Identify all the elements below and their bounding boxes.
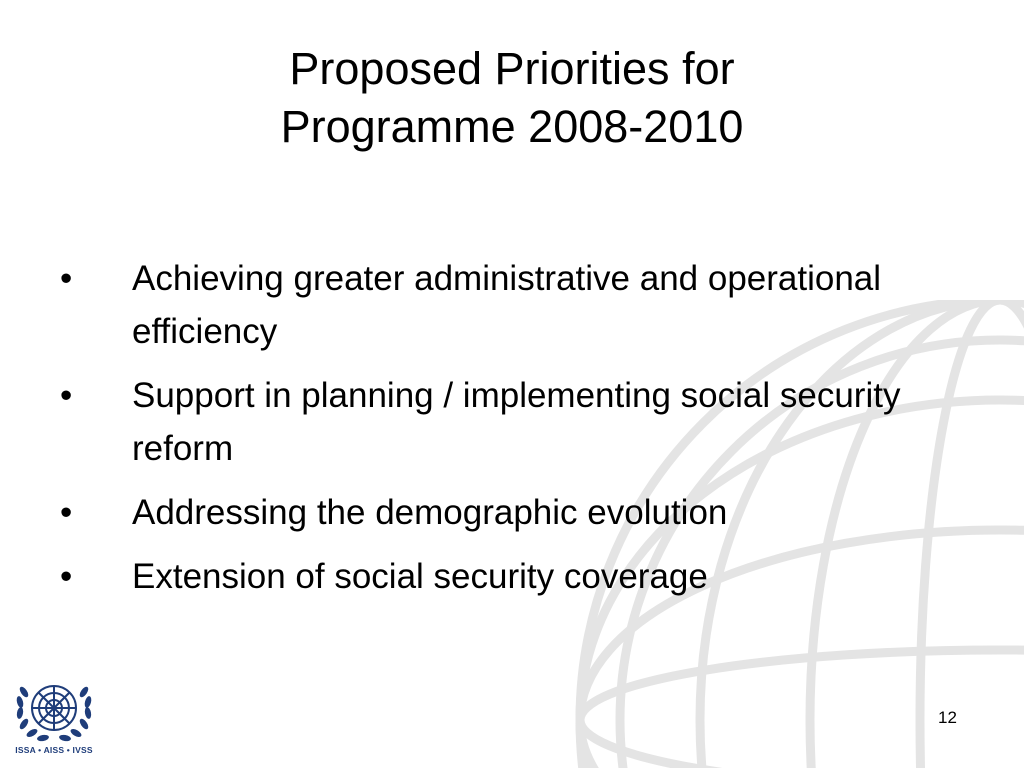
list-item [60, 550, 980, 603]
list-item-label: Addressing the demographic evolution [132, 493, 728, 532]
bullet-icon: • [60, 493, 73, 532]
priority-list [60, 252, 980, 614]
list-item-label: Extension of social security coverage [132, 557, 708, 596]
un-globe-laurel-icon [6, 672, 102, 746]
list-item [60, 252, 980, 358]
list-item [60, 369, 980, 475]
bullet-icon: • [60, 557, 73, 596]
bullet-icon: • [60, 376, 73, 415]
logo-caption: ISSA • AISS • IVSS [15, 745, 93, 755]
list-item [60, 486, 980, 539]
bullet-icon: • [60, 259, 73, 298]
page-number: 12 [938, 708, 957, 727]
slide-title-line-2: Programme 2008-2010 [280, 101, 744, 152]
list-item-label: Achieving greater administrative and operational efficiency [132, 259, 882, 351]
list-item-label: Support in planning / implementing social security reform [132, 376, 901, 468]
slide-title-line-1: Proposed Priorities for [289, 43, 735, 94]
issa-logo [6, 672, 102, 762]
slide-title [0, 40, 1024, 156]
